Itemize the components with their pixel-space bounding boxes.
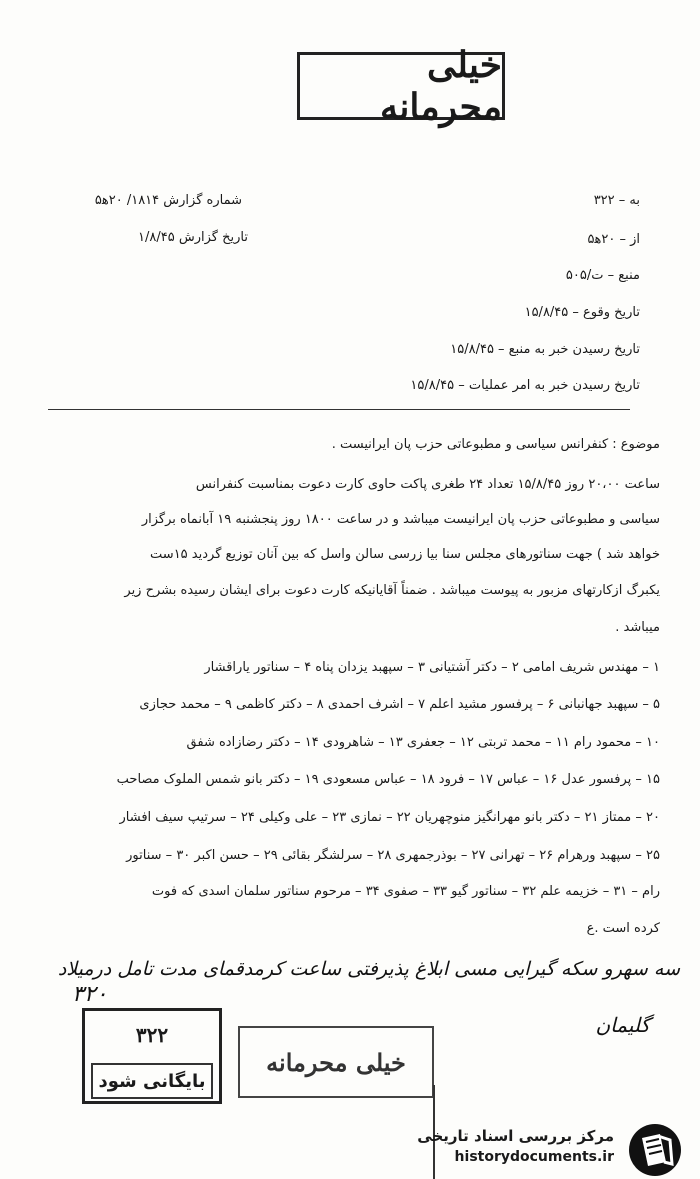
header-divider [48,409,630,410]
names-line: ۲۵ – سپهبد ورهرام ۲۶ – تهرانی ۲۷ – بوذرجمهری ۲۸ – سرلشگر بقائی ۲۹ – حسن اکبر ۳۰ – سناتور [126,848,660,863]
bottom-classification-stamp-text: خیلی محرمانه [266,1047,406,1077]
event-date-field: تاریخ وقوع – ۱۵/۸/۴۵ [524,305,640,320]
subject-line: موضوع : کنفرانس سیاسی و مطبوعاتی حزب پان ایرانیست . [331,437,660,452]
paragraph-line: میباشد . [615,620,660,635]
handwritten-signature: گلیمان [595,1013,650,1037]
archive-stamp [82,1008,222,1104]
watermark [417,1127,614,1165]
paragraph-line: ساعت ۲۰،۰۰ روز ۱۵/۸/۴۵ تعداد ۲۴ طغری پاکت حاوی کارت دعوت بمناسبت کنفرانس [195,477,660,492]
handwritten-number: ۳۲۰ [72,982,108,1007]
classification-stamp-text: خیلی محرمانه [380,44,502,128]
names-line: رام – ۳۱ – خزیمه علم ۳۲ – سناتور گیو ۳۳ – صفوی ۳۴ – مرحوم سناتور سلمان اسدی که فوت [151,884,660,899]
paragraph-line: یکبرگ ازکارتهای مزبور به پیوست میباشد . ضمناً آقایانیکه کارت دعوت برای ایشان رسیده بشرح زیر [124,583,660,598]
watermark-url: historydocuments.ir [454,1149,614,1165]
names-line: کرده است .ع [586,921,660,936]
paragraph-line: خواهد شد ) جهت سناتورهای مجلس سنا بیا زرسی سالن واسل که بین آنان توزیع گردید ۱۵ست [150,547,660,562]
to-field: به – ۳۲۲ [593,193,640,208]
source-field: منبع – ت/۵۰۵ [565,268,640,283]
document-logo-icon [626,1122,684,1178]
names-line: ۱۰ – محمود رام ۱۱ – محمد تربتی ۱۲ – جعفری ۱۳ – شاهرودی ۱۴ – دکتر رضازاده شفق [186,735,660,750]
watermark-title: مرکز بررسی اسناد تاریخی [417,1127,614,1145]
names-line: ۱ – مهندس شریف امامی ۲ – دکتر آشتیانی ۳ – سپهبد یزدان پناه ۴ – سناتور یاراقشار [204,660,660,675]
from-field: از – ۲۰ه‍۵ [587,232,640,247]
news-received-ops-field: تاریخ رسیدن خبر به امر عملیات – ۱۵/۸/۴۵ [410,378,640,393]
names-line: ۱۵ – پرفسور عدل ۱۶ – عباس ۱۷ – فرود ۱۸ – عباس مسعودی ۱۹ – دکتر بانو شمس الملوک مصاحب [116,772,660,787]
paragraph-line: سیاسی و مطبوعاتی حزب پان ایرانیست میباشد و در ساعت ۱۸۰۰ روز پنجشنبه ۱۹ آبانماه برگزار [141,512,660,527]
news-received-source-field: تاریخ رسیدن خبر به منبع – ۱۵/۸/۴۵ [450,342,640,357]
report-number-field: شماره گزارش ۱۸۱۴/ ۲۰ه‍۵ [94,193,242,208]
classification-stamp [297,44,505,128]
handwritten-note: سه سهرو سکه گیرایی مسی ابلاغ پذیرفتی ساعت کرمدقمای مدت تامل درمیلاد [57,958,680,980]
archive-stamp-number: ۳۲۲ [135,1023,169,1047]
report-date-field: تاریخ گزارش ۱/۸/۴۵ [138,230,248,245]
archive-stamp-label: بایگانی شود [91,1063,213,1099]
names-line: ۵ – سپهبد جهانبانی ۶ – پرفسور مشید اعلم ۷ – اشرف احمدی ۸ – دکتر کاظمی ۹ – محمد حجازی [139,697,660,712]
names-line: ۲۰ – ممتاز ۲۱ – دکتر بانو مهرانگیز منوچهریان ۲۲ – نمازی ۲۳ – علی وکیلی ۲۴ – سرتیپ سیف افشار [119,810,660,825]
bottom-classification-stamp [238,1026,434,1098]
